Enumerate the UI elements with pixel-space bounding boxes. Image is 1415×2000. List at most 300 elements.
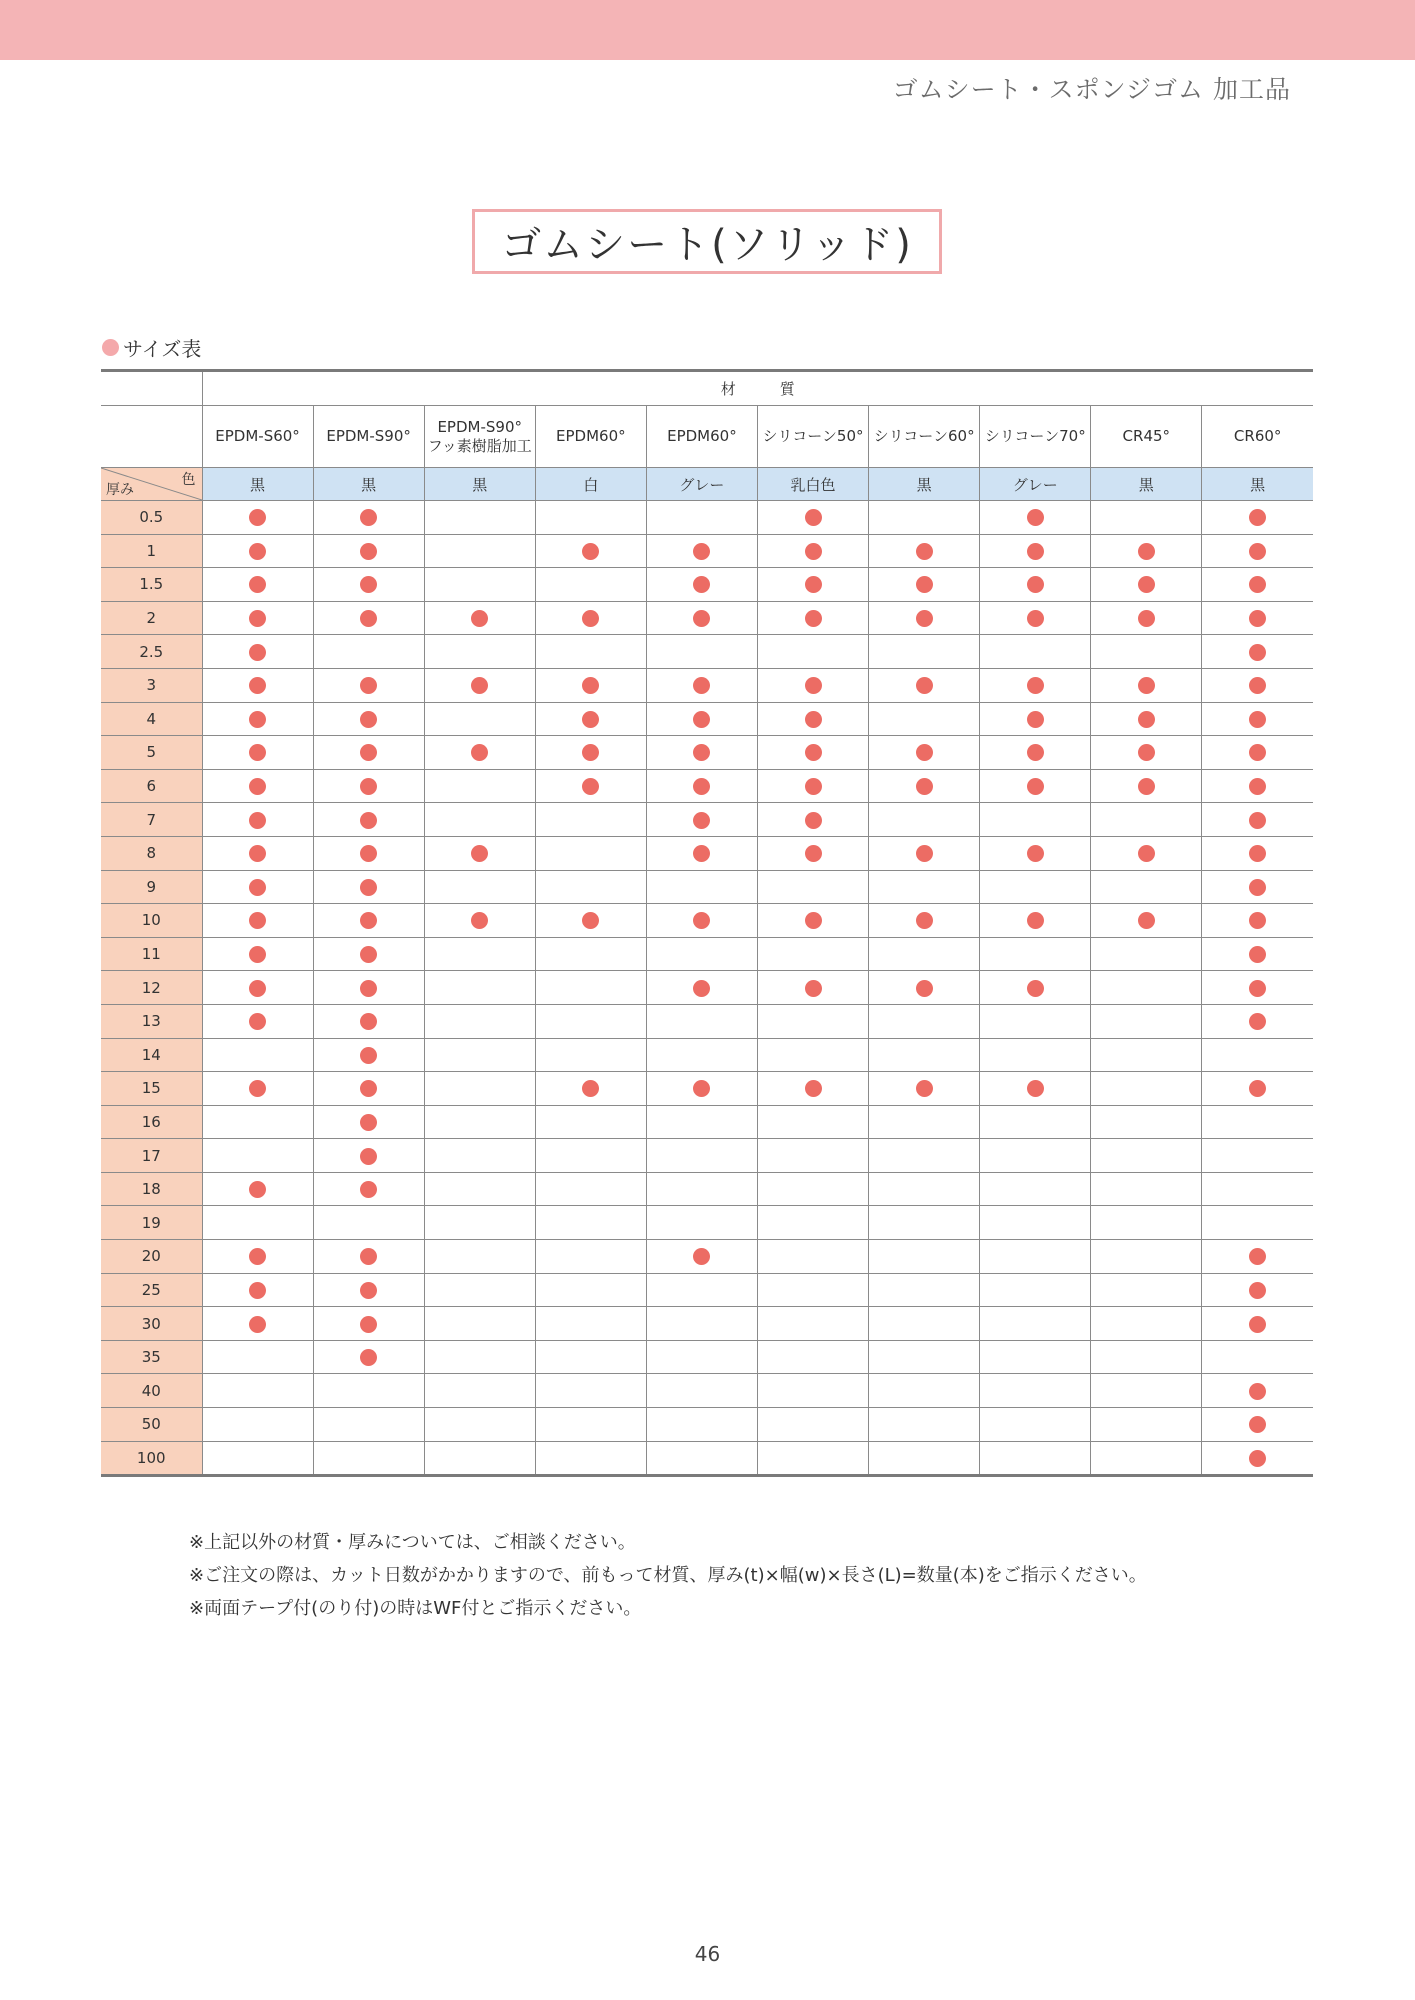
thickness-cell: 30 (101, 1307, 202, 1341)
availability-cell (1091, 1441, 1202, 1476)
available-dot-icon (471, 610, 488, 627)
availability-cell (313, 568, 424, 602)
available-dot-icon (1249, 1316, 1266, 1333)
availability-cell (1202, 1105, 1313, 1139)
available-dot-icon (1027, 543, 1044, 560)
availability-cell (646, 1273, 757, 1307)
availability-cell (980, 702, 1091, 736)
availability-cell (1091, 769, 1202, 803)
table-row (101, 1072, 1313, 1106)
thickness-cell: 12 (101, 971, 202, 1005)
thickness-cell: 2 (101, 601, 202, 635)
available-dot-icon (693, 980, 710, 997)
availability-cell (1202, 601, 1313, 635)
availability-cell (202, 1408, 313, 1442)
available-dot-icon (249, 879, 266, 896)
available-dot-icon (360, 677, 377, 694)
available-dot-icon (582, 543, 599, 560)
availability-cell (646, 1139, 757, 1173)
thickness-cell: 11 (101, 937, 202, 971)
thickness-cell: 25 (101, 1273, 202, 1307)
availability-cell (1091, 668, 1202, 702)
availability-cell (757, 1206, 868, 1240)
material-header-cell (535, 406, 646, 468)
thickness-cell: 18 (101, 1172, 202, 1206)
availability-cell (980, 1105, 1091, 1139)
table-row (101, 1374, 1313, 1408)
availability-cell (646, 769, 757, 803)
availability-cell (202, 971, 313, 1005)
availability-cell (424, 601, 535, 635)
availability-cell (869, 803, 980, 837)
available-dot-icon (805, 1080, 822, 1097)
availability-cell (313, 803, 424, 837)
available-dot-icon (1249, 946, 1266, 963)
available-dot-icon (582, 677, 599, 694)
availability-cell (424, 568, 535, 602)
availability-cell (313, 702, 424, 736)
availability-cell (646, 1172, 757, 1206)
availability-cell (980, 1273, 1091, 1307)
availability-cell (1091, 1408, 1202, 1442)
availability-cell (757, 1374, 868, 1408)
availability-cell (202, 1273, 313, 1307)
availability-cell (646, 1408, 757, 1442)
availability-cell (313, 501, 424, 535)
availability-cell (202, 668, 313, 702)
availability-cell (535, 1374, 646, 1408)
availability-cell (980, 803, 1091, 837)
availability-cell (980, 1072, 1091, 1106)
availability-cell (535, 1038, 646, 1072)
availability-cell (646, 1307, 757, 1341)
material-name: EPDM-S60° (215, 427, 300, 445)
table-row (101, 769, 1313, 803)
material-name: EPDM-S90° (326, 427, 411, 445)
available-dot-icon (1138, 610, 1155, 627)
availability-cell (1091, 1206, 1202, 1240)
available-dot-icon (1027, 778, 1044, 795)
availability-cell (202, 904, 313, 938)
availability-cell (869, 1307, 980, 1341)
availability-cell (535, 736, 646, 770)
available-dot-icon (805, 576, 822, 593)
table-row (101, 870, 1313, 904)
availability-cell (869, 1408, 980, 1442)
material-header-cell (980, 406, 1091, 468)
availability-cell (646, 736, 757, 770)
available-dot-icon (805, 610, 822, 627)
availability-cell (757, 1172, 868, 1206)
thickness-cell: 19 (101, 1206, 202, 1240)
availability-cell (535, 501, 646, 535)
availability-cell (1202, 769, 1313, 803)
availability-cell (313, 1273, 424, 1307)
availability-cell (980, 601, 1091, 635)
availability-cell (202, 635, 313, 669)
availability-cell (646, 635, 757, 669)
available-dot-icon (693, 711, 710, 728)
availability-cell (869, 702, 980, 736)
availability-cell (535, 668, 646, 702)
availability-cell (757, 803, 868, 837)
available-dot-icon (693, 912, 710, 929)
available-dot-icon (360, 543, 377, 560)
available-dot-icon (1249, 778, 1266, 795)
available-dot-icon (360, 1181, 377, 1198)
availability-cell (1091, 803, 1202, 837)
available-dot-icon (1027, 845, 1044, 862)
available-dot-icon (916, 778, 933, 795)
availability-cell (869, 971, 980, 1005)
material-name: シリコーン50° (762, 427, 864, 445)
availability-cell (424, 534, 535, 568)
availability-cell (980, 668, 1091, 702)
availability-cell (424, 1072, 535, 1106)
material-name: CR45° (1122, 427, 1171, 445)
availability-cell (535, 1139, 646, 1173)
availability-cell (757, 635, 868, 669)
availability-cell (1091, 534, 1202, 568)
availability-cell (646, 1374, 757, 1408)
availability-cell (424, 736, 535, 770)
availability-cell (202, 1307, 313, 1341)
thickness-cell: 1 (101, 534, 202, 568)
availability-cell (1202, 1307, 1313, 1341)
thickness-cell: 2.5 (101, 635, 202, 669)
availability-cell (313, 1340, 424, 1374)
available-dot-icon (249, 509, 266, 526)
table-row (101, 1139, 1313, 1173)
available-dot-icon (360, 1114, 377, 1131)
availability-cell (424, 1374, 535, 1408)
availability-cell (757, 1408, 868, 1442)
material-header-cell (869, 406, 980, 468)
availability-cell (202, 1072, 313, 1106)
available-dot-icon (249, 1282, 266, 1299)
availability-cell (424, 668, 535, 702)
available-dot-icon (249, 912, 266, 929)
available-dot-icon (916, 980, 933, 997)
availability-cell (646, 1038, 757, 1072)
availability-cell (980, 501, 1091, 535)
availability-cell (202, 702, 313, 736)
available-dot-icon (916, 610, 933, 627)
availability-cell (869, 635, 980, 669)
available-dot-icon (249, 1316, 266, 1333)
color-header-cell: 黒 (1091, 468, 1202, 501)
available-dot-icon (249, 946, 266, 963)
color-header-cell: 乳白色 (757, 468, 868, 501)
availability-cell (757, 534, 868, 568)
availability-cell (535, 1172, 646, 1206)
bullet-dot-icon (102, 339, 119, 356)
availability-cell (1202, 803, 1313, 837)
availability-cell (646, 1240, 757, 1274)
availability-cell (202, 501, 313, 535)
availability-cell (869, 1374, 980, 1408)
available-dot-icon (360, 1248, 377, 1265)
table-row (101, 1038, 1313, 1072)
table-row (101, 1408, 1313, 1442)
section-label-text: サイズ表 (123, 337, 202, 361)
availability-cell (535, 534, 646, 568)
availability-cell (424, 971, 535, 1005)
available-dot-icon (582, 744, 599, 761)
available-dot-icon (1027, 677, 1044, 694)
availability-cell (1202, 1206, 1313, 1240)
available-dot-icon (249, 1013, 266, 1030)
availability-cell (757, 870, 868, 904)
material-header-cell (757, 406, 868, 468)
material-header-cell (1091, 406, 1202, 468)
availability-cell (1202, 501, 1313, 535)
availability-cell (202, 1441, 313, 1476)
availability-cell (869, 501, 980, 535)
availability-cell (757, 568, 868, 602)
availability-cell (535, 702, 646, 736)
available-dot-icon (693, 610, 710, 627)
availability-cell (980, 1374, 1091, 1408)
table-row (101, 1206, 1313, 1240)
availability-cell (535, 769, 646, 803)
availability-cell (980, 1441, 1091, 1476)
diagonal-header-cell (101, 468, 202, 501)
availability-cell (1202, 937, 1313, 971)
available-dot-icon (360, 1148, 377, 1165)
availability-cell (202, 568, 313, 602)
table-row (101, 702, 1313, 736)
availability-cell (757, 971, 868, 1005)
available-dot-icon (249, 812, 266, 829)
material-name: シリコーン70° (984, 427, 1086, 445)
availability-cell (646, 568, 757, 602)
availability-cell (313, 769, 424, 803)
availability-cell (424, 1441, 535, 1476)
page-title: ゴムシート(ソリッド) (472, 209, 942, 274)
availability-cell (1091, 971, 1202, 1005)
availability-cell (646, 668, 757, 702)
available-dot-icon (916, 845, 933, 862)
available-dot-icon (916, 1080, 933, 1097)
availability-cell (646, 1072, 757, 1106)
availability-cell (646, 803, 757, 837)
available-dot-icon (249, 644, 266, 661)
table-row (101, 568, 1313, 602)
availability-cell (1202, 1441, 1313, 1476)
availability-cell (1202, 904, 1313, 938)
availability-cell (757, 1240, 868, 1274)
table-row (101, 601, 1313, 635)
availability-cell (1202, 1139, 1313, 1173)
available-dot-icon (1138, 912, 1155, 929)
page-number: 46 (694, 1942, 721, 1966)
available-dot-icon (360, 711, 377, 728)
color-header-cell: グレー (646, 468, 757, 501)
available-dot-icon (1249, 1013, 1266, 1030)
available-dot-icon (360, 812, 377, 829)
availability-cell (535, 1408, 646, 1442)
section-label (102, 333, 201, 362)
available-dot-icon (582, 912, 599, 929)
available-dot-icon (1249, 610, 1266, 627)
availability-cell (1202, 1240, 1313, 1274)
availability-cell (424, 904, 535, 938)
availability-cell (424, 635, 535, 669)
available-dot-icon (1249, 1080, 1266, 1097)
available-dot-icon (805, 711, 822, 728)
available-dot-icon (1138, 845, 1155, 862)
available-dot-icon (249, 1080, 266, 1097)
available-dot-icon (1027, 980, 1044, 997)
available-dot-icon (360, 509, 377, 526)
availability-cell (757, 668, 868, 702)
available-dot-icon (360, 1282, 377, 1299)
availability-cell (980, 904, 1091, 938)
available-dot-icon (360, 778, 377, 795)
available-dot-icon (916, 744, 933, 761)
table-row (101, 937, 1313, 971)
availability-cell (313, 1441, 424, 1476)
availability-cell (313, 635, 424, 669)
availability-cell (313, 1038, 424, 1072)
availability-cell (313, 1206, 424, 1240)
availability-cell (869, 1139, 980, 1173)
material-name: CR60° (1233, 427, 1282, 445)
available-dot-icon (360, 1349, 377, 1366)
availability-cell (1202, 870, 1313, 904)
available-dot-icon (1027, 509, 1044, 526)
availability-cell (1202, 635, 1313, 669)
table-row (101, 501, 1313, 535)
availability-cell (646, 870, 757, 904)
availability-cell (424, 1206, 535, 1240)
table-row (101, 668, 1313, 702)
availability-cell (980, 1172, 1091, 1206)
available-dot-icon (693, 543, 710, 560)
availability-cell (980, 870, 1091, 904)
available-dot-icon (805, 912, 822, 929)
availability-cell (869, 1004, 980, 1038)
availability-cell (869, 937, 980, 971)
material-header-cell (424, 406, 535, 468)
available-dot-icon (805, 677, 822, 694)
availability-cell (424, 937, 535, 971)
availability-cell (757, 501, 868, 535)
availability-cell (869, 1038, 980, 1072)
note-line: ※ご注文の際は、カット日数がかかりますので、前もって材質、厚み(t)×幅(w)×長さ(L)=数量(本)をご指示ください。 (189, 1565, 1147, 1586)
availability-cell (424, 1139, 535, 1173)
availability-cell (869, 601, 980, 635)
availability-cell (313, 1004, 424, 1038)
availability-cell (757, 937, 868, 971)
availability-cell (202, 601, 313, 635)
availability-cell (1091, 1374, 1202, 1408)
available-dot-icon (1249, 576, 1266, 593)
availability-cell (424, 1004, 535, 1038)
availability-cell (869, 1273, 980, 1307)
material-header-cell (313, 406, 424, 468)
available-dot-icon (249, 543, 266, 560)
availability-cell (757, 1340, 868, 1374)
available-dot-icon (916, 576, 933, 593)
availability-cell (535, 836, 646, 870)
availability-cell (980, 971, 1091, 1005)
availability-cell (646, 702, 757, 736)
availability-cell (1091, 1172, 1202, 1206)
availability-cell (869, 769, 980, 803)
availability-cell (1202, 836, 1313, 870)
availability-cell (1202, 1172, 1313, 1206)
availability-cell (313, 904, 424, 938)
available-dot-icon (693, 778, 710, 795)
thickness-cell: 17 (101, 1139, 202, 1173)
availability-cell (980, 736, 1091, 770)
availability-cell (313, 668, 424, 702)
available-dot-icon (1249, 1450, 1266, 1467)
table-row (101, 1240, 1313, 1274)
availability-cell (535, 635, 646, 669)
thickness-cell: 9 (101, 870, 202, 904)
availability-cell (980, 1038, 1091, 1072)
availability-cell (313, 1072, 424, 1106)
thickness-cell: 10 (101, 904, 202, 938)
availability-cell (535, 1072, 646, 1106)
material-treatment: フッ素樹脂加工 (427, 436, 532, 455)
note-line: ※両面テープ付(のり付)の時はWF付とご指示ください。 (189, 1598, 642, 1619)
available-dot-icon (360, 744, 377, 761)
availability-cell (646, 1206, 757, 1240)
availability-cell (313, 1139, 424, 1173)
thickness-cell: 6 (101, 769, 202, 803)
availability-cell (757, 1273, 868, 1307)
available-dot-icon (1249, 509, 1266, 526)
color-header-cell: 黒 (1202, 468, 1313, 501)
availability-cell (1202, 1004, 1313, 1038)
availability-cell (202, 1139, 313, 1173)
available-dot-icon (805, 509, 822, 526)
available-dot-icon (1027, 711, 1044, 728)
availability-cell (313, 601, 424, 635)
availability-cell (424, 870, 535, 904)
available-dot-icon (249, 610, 266, 627)
thickness-cell: 13 (101, 1004, 202, 1038)
availability-cell (1091, 1072, 1202, 1106)
material-header: 材質 (202, 371, 1313, 406)
availability-cell (757, 1004, 868, 1038)
available-dot-icon (471, 912, 488, 929)
available-dot-icon (249, 980, 266, 997)
availability-cell (980, 769, 1091, 803)
thickness-cell: 7 (101, 803, 202, 837)
availability-cell (646, 1004, 757, 1038)
available-dot-icon (1249, 980, 1266, 997)
notes (189, 1526, 1147, 1625)
available-dot-icon (1249, 744, 1266, 761)
availability-cell (202, 534, 313, 568)
availability-cell (1202, 1374, 1313, 1408)
availability-cell (1202, 736, 1313, 770)
available-dot-icon (249, 845, 266, 862)
available-dot-icon (1138, 543, 1155, 560)
availability-cell (1091, 870, 1202, 904)
color-header-cell: 黒 (424, 468, 535, 501)
available-dot-icon (360, 879, 377, 896)
availability-cell (202, 1172, 313, 1206)
material-header-cell (646, 406, 757, 468)
availability-cell (980, 534, 1091, 568)
available-dot-icon (582, 778, 599, 795)
